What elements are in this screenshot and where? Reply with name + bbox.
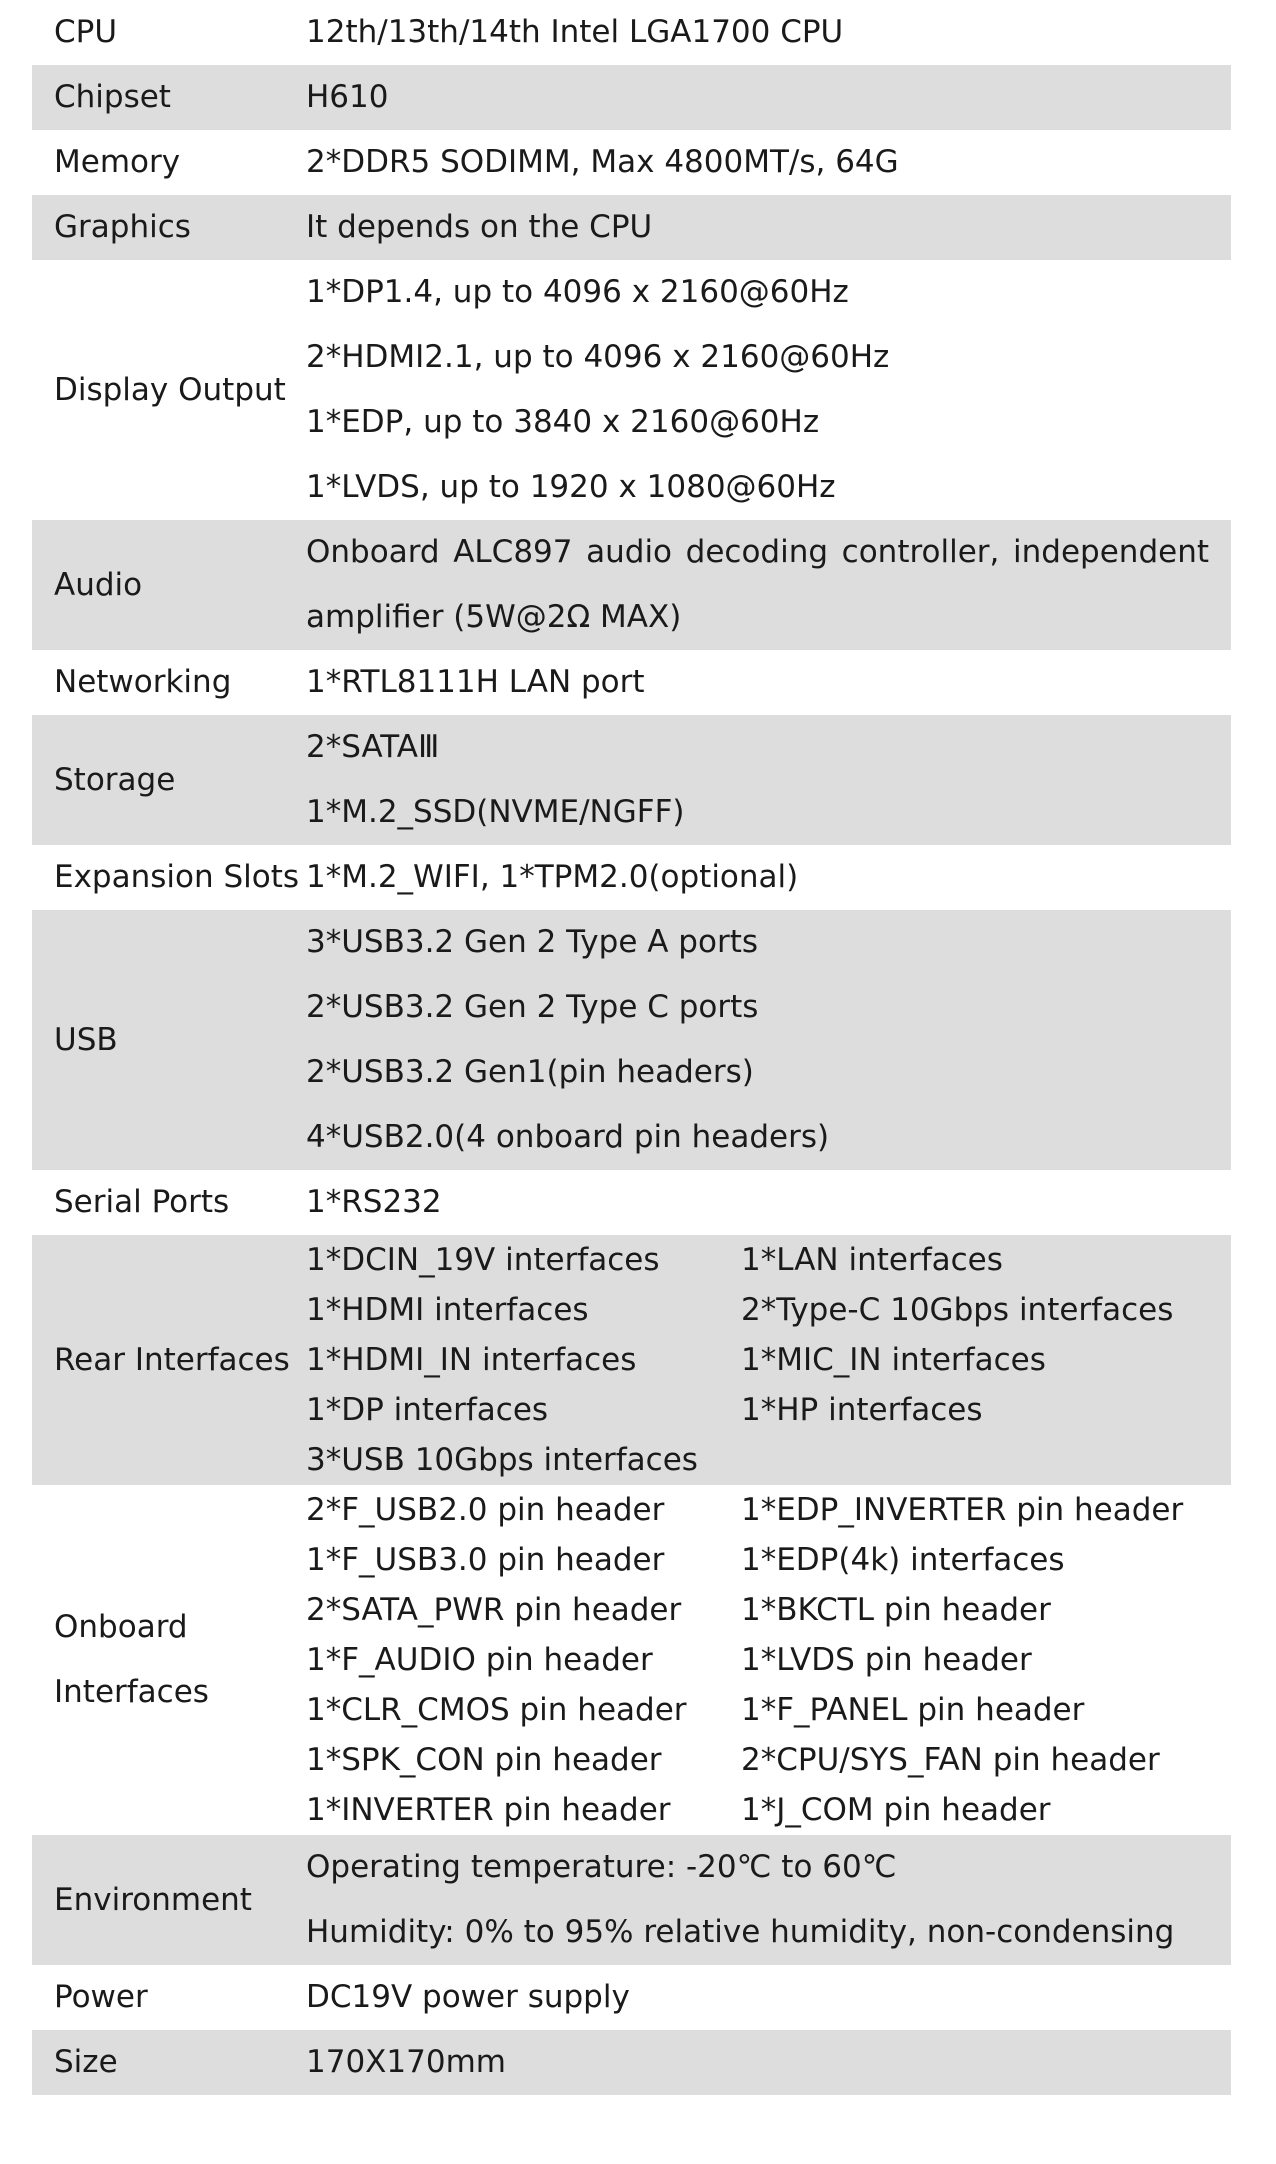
value-cell: 1*J_COM pin header	[741, 1792, 1051, 1828]
value-cell: 1*INVERTER pin header	[306, 1792, 671, 1828]
value-line: 1*EDP, up to 3840 x 2160@60Hz	[306, 404, 820, 440]
row-label: Serial Ports	[54, 1184, 230, 1220]
row-value	[306, 195, 1231, 260]
value-line: It depends on the CPU	[306, 209, 653, 245]
value-cell: 1*SPK_CON pin header	[306, 1742, 662, 1778]
value-cell: 1*HP interfaces	[741, 1392, 983, 1428]
value-line: 3*USB3.2 Gen 2 Type A ports	[306, 924, 758, 960]
value-line: 1*RTL8111H LAN port	[306, 664, 645, 700]
value-line: 1*DP1.4, up to 4096 x 2160@60Hz	[306, 274, 849, 310]
value-line: Humidity: 0% to 95% relative humidity, non-condensing	[306, 1914, 1175, 1950]
value-cell: 1*EDP(4k) interfaces	[741, 1542, 1065, 1578]
value-line: amplifier (5W@2Ω MAX)	[306, 599, 682, 635]
value-cell: 1*F_AUDIO pin header	[306, 1642, 653, 1678]
row-value	[306, 2030, 1231, 2095]
row-label: CPU	[54, 14, 118, 50]
row-value	[306, 845, 1231, 910]
row-label: Networking	[54, 664, 232, 700]
row-serial-ports	[32, 1170, 1231, 1235]
value-line: 4*USB2.0(4 onboard pin headers)	[306, 1119, 830, 1155]
row-value	[306, 1835, 1231, 1965]
row-value	[306, 715, 1231, 845]
row-label: Rear Interfaces	[54, 1341, 290, 1378]
row-label: Size	[54, 2044, 118, 2080]
row-label	[32, 1485, 306, 1835]
value-line: 1*RS232	[306, 1184, 442, 1220]
row-environment	[32, 1835, 1231, 1965]
value-cell: 1*BKCTL pin header	[741, 1592, 1051, 1628]
row-value	[306, 1170, 1231, 1235]
row-graphics	[32, 195, 1231, 260]
value-line: 2*SATAⅢ	[306, 729, 440, 765]
row-label-line: Onboard	[54, 1609, 188, 1645]
row-label: Storage	[54, 761, 176, 798]
row-usb	[32, 910, 1231, 1170]
value-line: 2*DDR5 SODIMM, Max 4800MT/s, 64G	[306, 144, 899, 180]
row-chipset	[32, 65, 1231, 130]
value-cell: 1*EDP_INVERTER pin header	[741, 1492, 1184, 1528]
row-value	[306, 1485, 1231, 1835]
value-cell: 2*Type-C 10Gbps interfaces	[741, 1292, 1174, 1328]
value-line: 1*M.2_WIFI, 1*TPM2.0(optional)	[306, 859, 799, 895]
value-cell: 2*CPU/SYS_FAN pin header	[741, 1742, 1160, 1778]
value-cell: 1*LAN interfaces	[741, 1242, 1003, 1278]
row-power	[32, 1965, 1231, 2030]
value-cell: 1*HDMI_IN interfaces	[306, 1342, 637, 1378]
value-line: 170X170mm	[306, 2044, 506, 2080]
row-label: Memory	[54, 144, 181, 180]
spec-table	[32, 0, 1231, 2095]
row-value	[306, 1965, 1231, 2030]
row-label: Display Output	[54, 371, 286, 408]
value-cell: 1*DP interfaces	[306, 1392, 549, 1428]
row-value	[306, 910, 1231, 1170]
value-cell: 1*F_PANEL pin header	[741, 1692, 1085, 1728]
row-label: Environment	[54, 1881, 252, 1918]
row-label: Graphics	[54, 209, 191, 245]
row-value	[306, 65, 1231, 130]
row-value	[306, 1235, 1231, 1485]
row-label: Chipset	[54, 79, 171, 115]
row-rear-interfaces	[32, 1235, 1231, 1485]
row-display-output	[32, 260, 1231, 520]
row-value	[306, 130, 1231, 195]
row-value	[306, 0, 1231, 65]
value-line: 2*HDMI2.1, up to 4096 x 2160@60Hz	[306, 339, 890, 375]
row-label: Expansion Slots	[54, 859, 300, 895]
row-size	[32, 2030, 1231, 2095]
row-expansion-slots	[32, 845, 1231, 910]
value-line: DC19V power supply	[306, 1979, 630, 2015]
row-value	[306, 260, 1231, 520]
value-cell: 2*F_USB2.0 pin header	[306, 1492, 665, 1528]
value-cell: 1*LVDS pin header	[741, 1642, 1032, 1678]
value-line: 12th/13th/14th Intel LGA1700 CPU	[306, 14, 844, 50]
row-storage	[32, 715, 1231, 845]
row-label-line: Interfaces	[54, 1674, 209, 1710]
value-line: 1*M.2_SSD(NVME/NGFF)	[306, 794, 685, 830]
value-line: Operating temperature: -20℃ to 60℃	[306, 1849, 897, 1885]
value-cell	[741, 1435, 1231, 1485]
value-cell: 3*USB 10Gbps interfaces	[306, 1442, 698, 1478]
row-label: USB	[54, 1021, 118, 1058]
row-value	[306, 650, 1231, 715]
value-cell: 1*CLR_CMOS pin header	[306, 1692, 687, 1728]
row-onboard-interfaces	[32, 1485, 1231, 1835]
row-memory	[32, 130, 1231, 195]
value-line: H610	[306, 79, 389, 115]
value-cell: 1*F_USB3.0 pin header	[306, 1542, 665, 1578]
row-value	[306, 520, 1231, 650]
value-cell: 1*DCIN_19V interfaces	[306, 1242, 660, 1278]
value-cell: 2*SATA_PWR pin header	[306, 1592, 682, 1628]
value-line: Onboard ALC897 audio decoding controller, independent	[306, 534, 1209, 570]
value-cell: 1*MIC_IN interfaces	[741, 1342, 1046, 1378]
row-label: Audio	[54, 566, 143, 603]
row-audio	[32, 520, 1231, 650]
value-line: 2*USB3.2 Gen 2 Type C ports	[306, 989, 759, 1025]
row-networking	[32, 650, 1231, 715]
row-cpu	[32, 0, 1231, 65]
value-line: 2*USB3.2 Gen1(pin headers)	[306, 1054, 754, 1090]
value-cell: 1*HDMI interfaces	[306, 1292, 589, 1328]
value-line: 1*LVDS, up to 1920 x 1080@60Hz	[306, 469, 836, 505]
row-label: Power	[54, 1979, 148, 2015]
